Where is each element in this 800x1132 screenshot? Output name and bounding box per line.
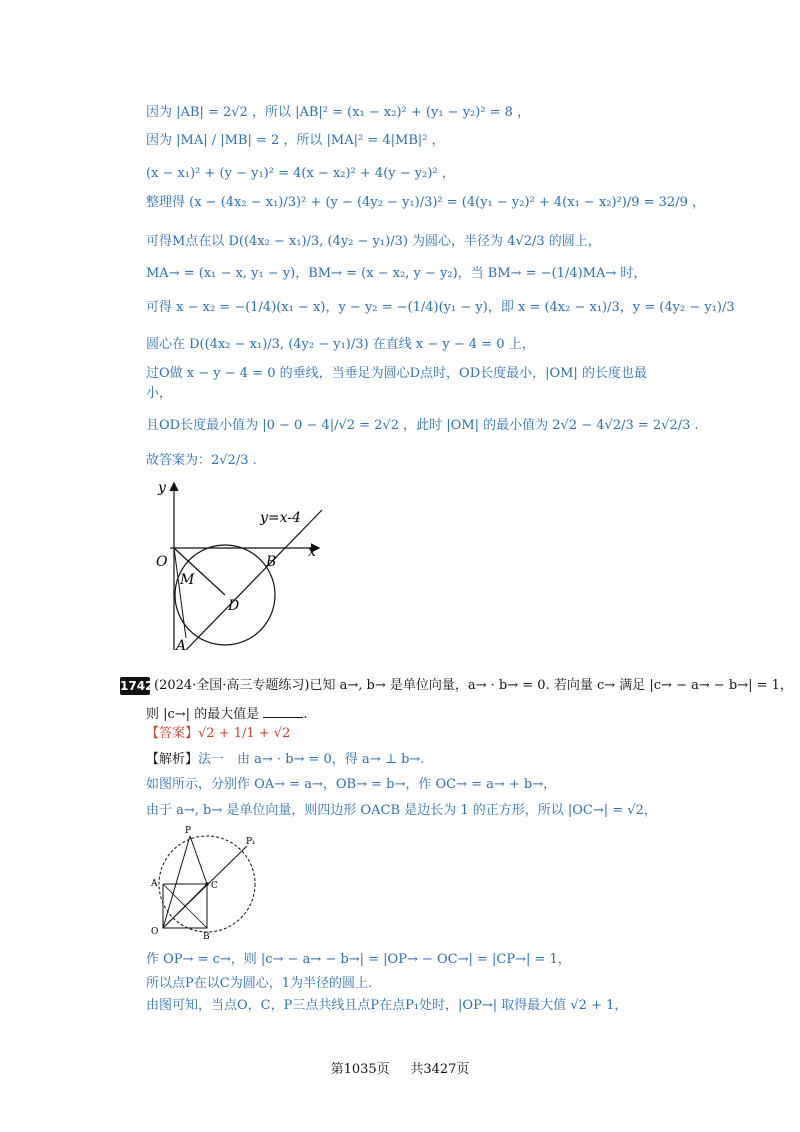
solution-line-11: 且OD长度最小值为 |0 − 0 − 4|/√2 = 2√2 ，此时 |OM| 的最小值为 2√2 − 4√2/3 = 2√2/3 . <box>146 418 699 433</box>
fig2-o-label: O <box>151 927 159 937</box>
point-d-label: D <box>228 598 240 614</box>
after-figure-line-1: 作 OP→ = c→，则 |c→ − a→ − b→| = |OP→ − OC→| = |CP→| = 1， <box>146 952 571 967</box>
question-prefix: 则 |c→| 的最大值是 <box>146 707 260 722</box>
answer-line <box>146 724 290 744</box>
question-suffix: . <box>303 707 308 722</box>
solution-line-12: 故答案为：2√2/3 . <box>146 453 257 468</box>
point-c-dot <box>205 882 209 886</box>
page-footer <box>0 1058 800 1077</box>
after-figure-line-2: 所以点P在以C为圆心，1为半径的圆上. <box>146 976 373 991</box>
solution-line-7: 可得 x − x₂ = −(1/4)(x₁ − x)，y − y₂ = −(1/4)(y₁ − y)，即 x = (4x₂ − x₁)/3，y = (4y₂ − y₁)/3 <box>146 300 735 315</box>
answer-blank <box>263 705 303 718</box>
fig2-p1-label: P₁ <box>246 837 256 847</box>
solution-line-5: 可得M点在以 D((4x₂ − x₁)/3, (4y₂ − y₁)/3) 为圆心，半径为 4√2/3 的圆上， <box>146 234 601 249</box>
answer-tag: 【答案】 <box>146 726 199 741</box>
after-figure-line-3: 由图可知，当点O，C，P三点共线且点P在点P₁处时，|OP→| 取得最大值 √2 + 1， <box>146 998 628 1013</box>
solution-line-9: 过O做 x − y − 4 = 0 的垂线，当垂足为圆心D点时，OD长度最小，|OM| 的长度也最 <box>146 366 647 381</box>
solution-line-8: 圆心在 D((4x₂ − x₁)/3, (4y₂ − y₁)/3) 在直线 x − y − 4 = 0 上， <box>146 337 535 352</box>
question-text: (2024·全国·高三专题练习)已知 a→, b→ 是单位向量，a→ · b→ = 0. 若向量 c→ 满足 |c→ − a→ − b→| = 1， <box>154 678 793 693</box>
solution-line-10: 小， <box>146 386 173 401</box>
page-number: 第1035页 <box>330 1062 390 1077</box>
fig2-b-label: B <box>203 932 210 942</box>
answer-value: √2 + 1/1 + √2 <box>198 726 291 741</box>
y-axis-label: y <box>158 480 166 496</box>
solution-line-4: 整理得 (x − (4x₂ − x₁)/3)² + (y − (4y₂ − y₁)/3)² = (4(y₁ − y₂)² + 4(x₁ − x₂)²)/9 = 32/9 ， <box>146 195 705 210</box>
line-y-x-4 <box>186 510 322 650</box>
x-axis-label: x <box>308 544 316 560</box>
solution-line-3: (x − x₁)² + (y − y₁)² = 4(x − x₂)² + 4(y − y₂)² ， <box>146 166 455 181</box>
question-text-line-2 <box>146 705 307 725</box>
origin-label: O <box>156 554 168 570</box>
point-m-label: M <box>180 572 195 588</box>
analysis-line-3: 由于 a→, b→ 是单位向量，则四边形 OACB 是边长为 1 的正方形，所以 |OC→| = √2， <box>146 803 657 818</box>
solution-line-1: 因为 |AB| = 2√2 ，所以 |AB|² = (x₁ − x₂)² + (y₁ − y₂)² = 8 ， <box>146 105 531 120</box>
segment-pc <box>190 836 207 884</box>
segment-oa <box>174 548 186 638</box>
line-label: y=x-4 <box>260 510 301 526</box>
total-pages: 共3427页 <box>410 1062 470 1077</box>
circle-line-figure <box>140 478 340 658</box>
analysis-line-2: 如图所示，分别作 OA→ = a→，OB→ = b→，作 OC→ = a→ + b→， <box>146 777 557 792</box>
solution-line-2: 因为 |MA| / |MB| = 2 ，所以 |MA|² = 4|MB|² ， <box>146 133 445 148</box>
solution-line-6: MA→ = (x₁ − x, y₁ − y)，BM→ = (x − x₂, y − y₂)，当 BM→ = −(1/4)MA→ 时， <box>146 266 647 281</box>
question-number-badge: 1742 <box>120 679 154 693</box>
point-b-label: B <box>266 554 277 570</box>
analysis-line-1 <box>146 750 424 770</box>
analysis-text-1: 法一 由 a→ · b→ = 0，得 a→ ⊥ b→. <box>198 752 425 767</box>
fig2-c-label: C <box>211 881 218 891</box>
point-a-label: A <box>176 638 187 654</box>
fig2-a-label: A <box>151 879 158 889</box>
fig2-p-label: P <box>185 826 192 836</box>
square-circle-figure <box>145 822 275 942</box>
analysis-tag: 【解析】 <box>146 752 199 767</box>
